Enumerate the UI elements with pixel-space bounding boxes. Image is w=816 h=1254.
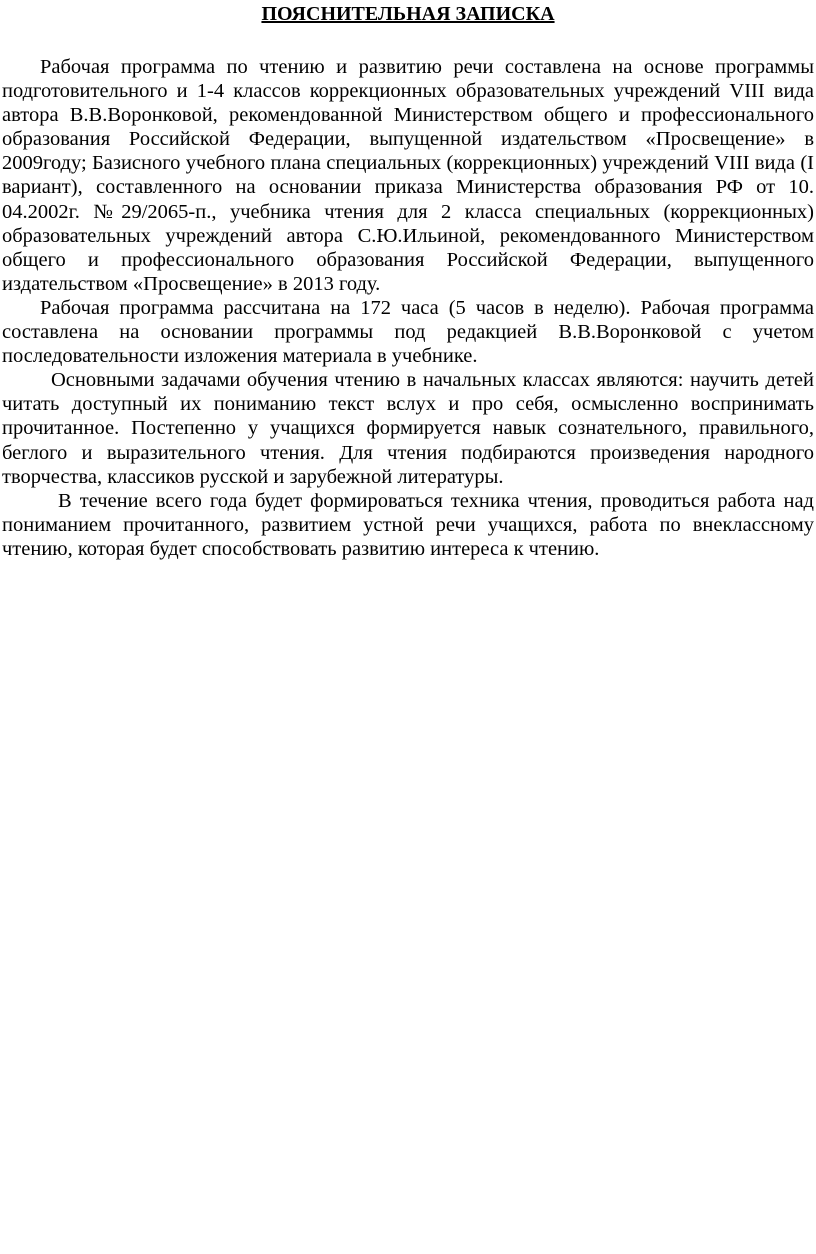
paragraph-year-work: В течение всего года будет формироваться техника чтения, проводиться работа над пониманием прочитанного, развитием устной речи учащихся, работа по внеклассному чтению, которая будет способствовать развитию интереса к чтению. xyxy=(2,489,814,560)
paragraph-objectives: Основными задачами обучения чтению в начальных классах являются: научить детей читать доступный их пониманию текст вслух и про себя, осмысленно воспринимать прочитанное. Постепенно у учащихся формируется навык сознательного, правильного, беглого и выразительного чтения. Для чтения подбираются произведения народного творчества, классиков русской и зарубежной литературы. xyxy=(2,369,814,488)
paragraph-program-basis: Рабочая программа по чтению и развитию речи составлена на основе программы подготовительного и 1-4 классов коррекционных образовательных учреждений VIII вида автора В.В.Воронковой, рекомендованной Министерством общего и профессионального образования Российской Федерации, выпущенной издательством «Просвещение» в 2009году; Базисного учебного плана специальных (коррекционных) учреждений VIII вида (I вариант), составленного на основании приказа Министерства образования РФ от 10. 04.2002г. №29/2065-п., учебника чтения для 2 класса специальных (коррекционных) образовательных учреждений автора С.Ю.Ильиной, рекомендованного Министерством общего и профессионального образования Российской Федерации, выпущенного издательством «Просвещение» в 2013 году. xyxy=(2,56,814,295)
document-body xyxy=(2,55,814,561)
document-title: ПОЯСНИТЕЛЬНАЯ ЗАПИСКА xyxy=(261,3,555,25)
paragraph-hours: Рабочая программа рассчитана на 172 часа (5 часов в неделю). Рабочая программа составлена на основании программы под редакцией В.В.Воронковой с учетом последовательности изложения материала в учебнике. xyxy=(2,296,814,368)
